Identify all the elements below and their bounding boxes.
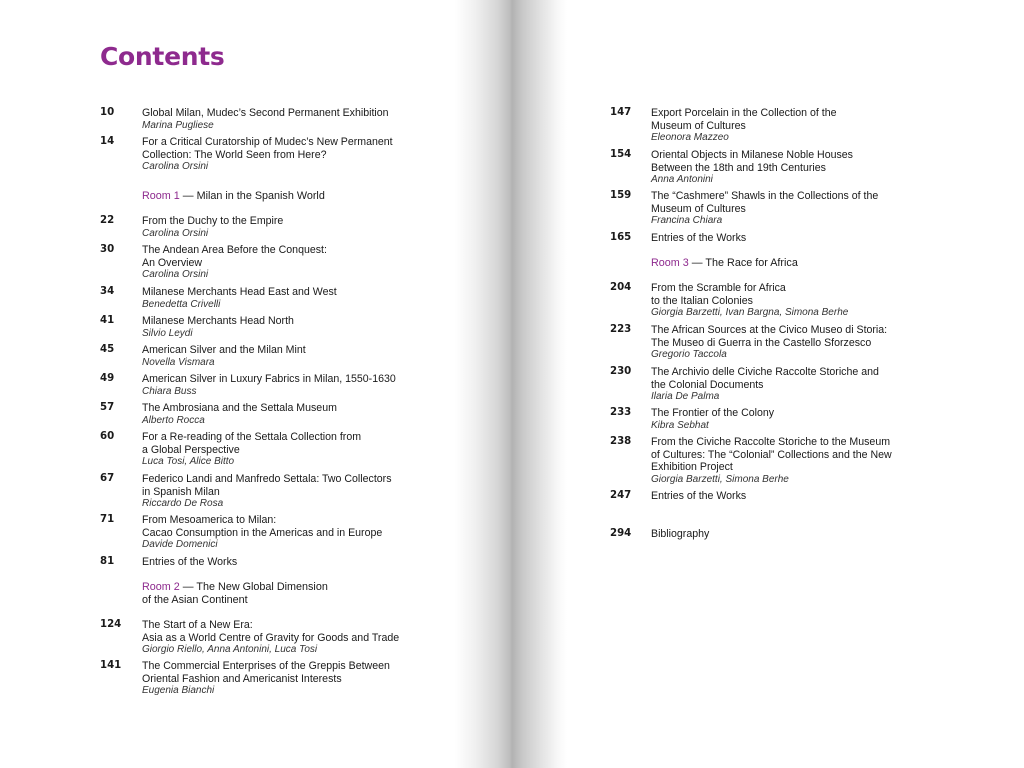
- room-title: — The New Global Dimension of the Asian Continent: [142, 581, 328, 606]
- room-heading: [651, 257, 798, 270]
- entry-title: Entries of the Works: [651, 490, 747, 502]
- entry-title: Entries of the Works: [142, 556, 238, 568]
- entry-title: From the Scramble for Africa to the Italian Colonies: [651, 282, 786, 307]
- page-number: 81: [100, 556, 115, 567]
- entry-author: Marina Pugliese: [142, 119, 214, 131]
- entry-author: Chiara Buss: [142, 385, 197, 397]
- page-number: 57: [100, 402, 115, 413]
- entry-author: Eleonora Mazzeo: [651, 132, 729, 144]
- entry-author: Davide Domenici: [142, 539, 218, 551]
- entry-title: Federico Landi and Manfredo Settala: Two Collectors in Spanish Milan: [142, 473, 392, 498]
- entry-author: Carolina Orsini: [142, 227, 209, 239]
- entry-title: The Commercial Enterprises of the Greppis Between Oriental Fashion and Americanist Interests: [142, 660, 390, 685]
- entry-title: From the Duchy to the Empire: [142, 215, 284, 227]
- page-number: 204: [610, 282, 632, 293]
- page-number: 14: [100, 136, 115, 147]
- entry-title: The African Sources at the Civico Museo di Storia: The Museo di Guerra in the Castello Sforzesco: [651, 324, 888, 349]
- page-number: 60: [100, 431, 115, 442]
- entry-title: Milanese Merchants Head North: [142, 315, 294, 327]
- entry-author: Silvio Leydi: [142, 327, 193, 339]
- page-number: 223: [610, 324, 632, 335]
- entry-author: Anna Antonini: [651, 174, 713, 186]
- entry-title: The “Cashmere” Shawls in the Collections of the Museum of Cultures: [651, 190, 879, 215]
- page-number: 34: [100, 286, 115, 297]
- room-heading: [142, 190, 325, 203]
- entry-author: Giorgio Riello, Anna Antonini, Luca Tosi: [142, 644, 318, 656]
- room-label: Room 3: [651, 257, 689, 269]
- room-label: Room 2: [142, 581, 180, 593]
- page-number: 30: [100, 244, 115, 255]
- page-number: 165: [610, 232, 632, 243]
- entry-title: Bibliography: [651, 528, 710, 540]
- entry-title: The Archivio delle Civiche Raccolte Storiche and the Colonial Documents: [651, 366, 879, 391]
- entry-author: Riccardo De Rosa: [142, 498, 224, 510]
- entry-author: Carolina Orsini: [142, 269, 209, 281]
- entry-author: Francina Chiara: [651, 215, 723, 227]
- entry-title: Global Milan, Mudec’s Second Permanent Exhibition: [142, 107, 389, 119]
- entry-title: The Ambrosiana and the Settala Museum: [142, 402, 337, 414]
- entry-title: Export Porcelain in the Collection of the Museum of Cultures: [651, 107, 837, 132]
- entry-author: Carolina Orsini: [142, 161, 209, 173]
- room-title: — Milan in the Spanish World: [179, 190, 325, 202]
- entry-author: Benedetta Crivelli: [142, 298, 221, 310]
- entry-author: Giorgia Barzetti, Simona Berhe: [651, 473, 789, 485]
- page-number: 71: [100, 514, 115, 525]
- room-title: — The Race for Africa: [688, 257, 798, 269]
- page-number: 154: [610, 149, 632, 160]
- page-number: 124: [100, 619, 122, 630]
- entry-author: Novella Vismara: [142, 356, 215, 368]
- page-number: 10: [100, 107, 115, 118]
- entry-title: Oriental Objects in Milanese Noble Houses Between the 18th and 19th Centuries: [651, 149, 853, 174]
- entry-title: For a Re-reading of the Settala Collection from a Global Perspective: [142, 431, 362, 456]
- room-label: Room 1: [142, 190, 180, 202]
- page-title: Contents: [100, 42, 225, 71]
- entry-author: Luca Tosi, Alice Bitto: [142, 456, 235, 468]
- entry-title: The Frontier of the Colony: [651, 407, 775, 419]
- page-number: 49: [100, 373, 115, 384]
- page-number: 45: [100, 344, 115, 355]
- entry-title: American Silver in Luxury Fabrics in Milan, 1550-1630: [142, 373, 396, 385]
- entry-author: Eugenia Bianchi: [142, 685, 215, 697]
- entry-title: From the Civiche Raccolte Storiche to the Museum of Cultures: The “Colonial” Collections and the New Exhibition Project: [651, 436, 892, 474]
- entry-author: Giorgia Barzetti, Ivan Bargna, Simona Berhe: [651, 307, 849, 319]
- entry-author: Ilaria De Palma: [651, 391, 720, 403]
- room-heading: [142, 581, 328, 606]
- page-number: 22: [100, 215, 115, 226]
- entry-title: The Andean Area Before the Conquest: An Overview: [142, 244, 327, 269]
- entry-author: Kibra Sebhat: [651, 419, 709, 431]
- page-number: 233: [610, 407, 632, 418]
- page-number: 238: [610, 436, 632, 447]
- entry-author: Gregorio Taccola: [651, 349, 727, 361]
- entry-title: Entries of the Works: [651, 232, 747, 244]
- page-number: 147: [610, 107, 632, 118]
- page-number: 41: [100, 315, 115, 326]
- book-gutter: [455, 0, 567, 768]
- page-number: 159: [610, 190, 632, 201]
- page-number: 230: [610, 366, 632, 377]
- entry-author: Alberto Rocca: [142, 414, 205, 426]
- page-number: 67: [100, 473, 115, 484]
- entry-title: American Silver and the Milan Mint: [142, 344, 306, 356]
- page-number: 141: [100, 660, 122, 671]
- page-number: 294: [610, 528, 632, 539]
- entry-title: For a Critical Curatorship of Mudec’s New Permanent Collection: The World Seen from Here?: [142, 136, 393, 161]
- page-number: 247: [610, 490, 632, 501]
- entry-title: Milanese Merchants Head East and West: [142, 286, 337, 298]
- entry-title: The Start of a New Era: Asia as a World Centre of Gravity for Goods and Trade: [142, 619, 400, 644]
- entry-title: From Mesoamerica to Milan: Cacao Consumption in the Americas and in Europe: [142, 514, 383, 539]
